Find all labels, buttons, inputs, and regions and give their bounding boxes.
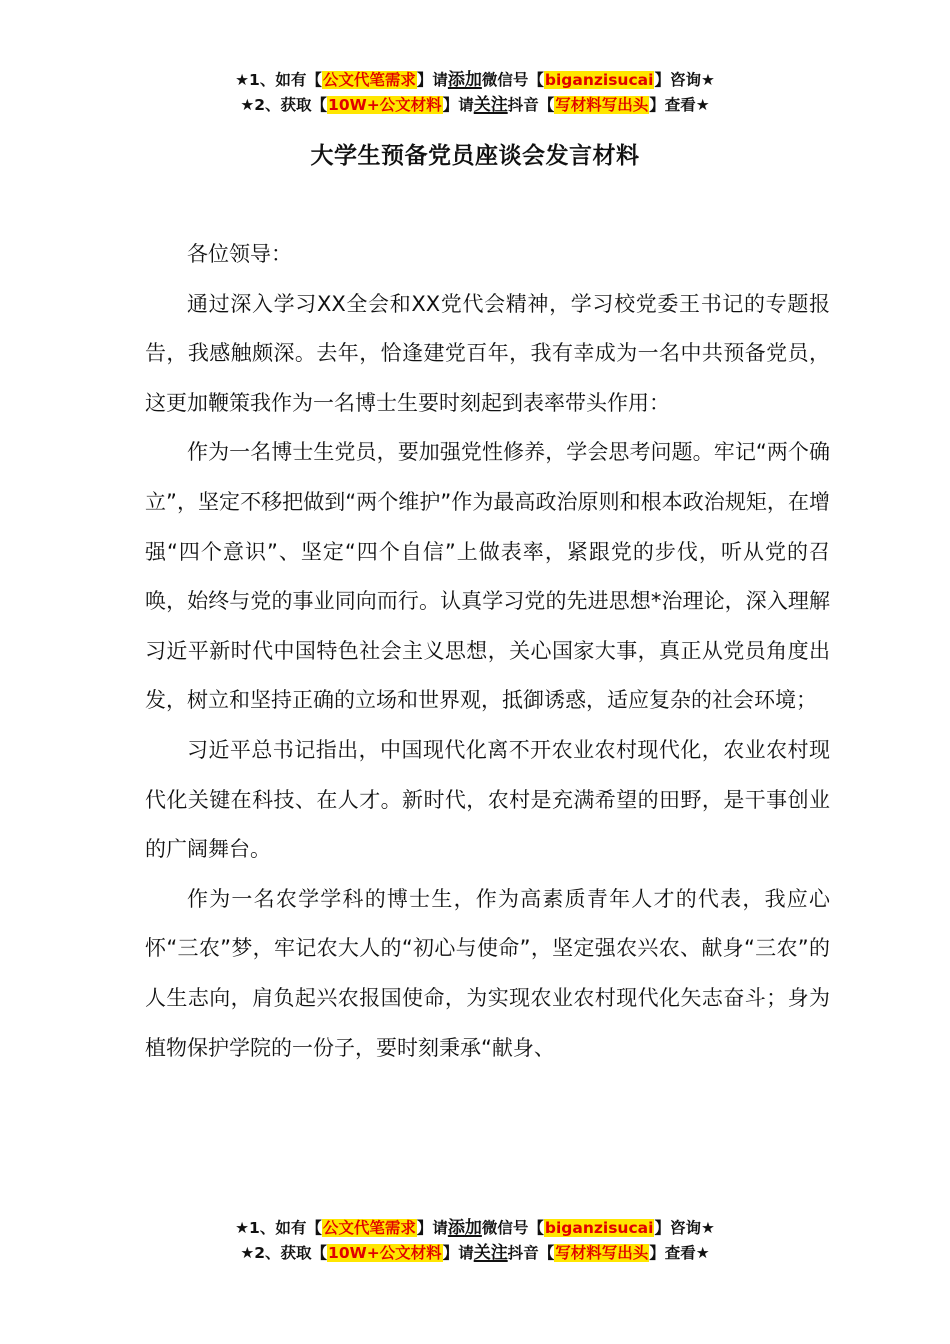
promo-douyin-account: 写材料写出头 [555, 96, 649, 114]
promo-text: ★2、获取【 [240, 1244, 328, 1262]
promo-highlight: 10W+公文材料 [328, 1244, 442, 1262]
promo-text: 】咨询★ [654, 1219, 715, 1237]
body-paragraph: 习近平总书记指出，中国现代化离不开农业农村现代化，农业农村现代化关键在科技、在人才。新时代，农村是充满希望的田野，是干事创业的广阔舞台。 [145, 737, 830, 862]
promo-highlight: 公文代笔需求 [322, 71, 416, 89]
body-paragraph: 作为一名博士生党员，要加强党性修养，学会思考问题。牢记“两个确立”，坚定不移把做到“两个维护”作为最高政治原则和根本政治规矩，在增强“四个意识”、坚定“四个自信”上做表率，紧跟党的步伐，听从党的召唤，始终与党的事业同向而行。认真学习党的先进思想*治理论，深入理解习近平新时代中国特色社会主义思想，关心国家大事，真正从党员角度出发，树立和坚持正确的立场和世界观，抵御诱惑，适应复杂的社会环境； [145, 440, 830, 713]
promo-text: 】请 [442, 96, 474, 114]
promo-douyin-account: 写材料写出头 [555, 1244, 649, 1262]
document-title: 大学生预备党员座谈会发言材料 [310, 143, 640, 169]
promo-line-1 [0, 68, 950, 93]
header-promo-banner [0, 68, 950, 118]
promo-emphasis: 关注 [473, 1243, 508, 1263]
promo-emphasis: 关注 [473, 95, 508, 115]
promo-text: 】请 [416, 71, 448, 89]
promo-text: 】请 [442, 1244, 474, 1262]
promo-highlight: 公文代笔需求 [322, 1219, 416, 1237]
promo-text: ★2、获取【 [240, 96, 328, 114]
promo-text: 微信号【 [481, 71, 544, 89]
promo-text: 抖音【 [507, 1244, 555, 1262]
promo-text: 抖音【 [507, 96, 555, 114]
footer-promo-banner [0, 1216, 950, 1266]
promo-text: ★1、如有【 [235, 1219, 322, 1237]
promo-line-2 [0, 1241, 950, 1266]
salutation: 各位领导： [187, 242, 292, 266]
body-paragraph: 通过深入学习XX全会和XX党代会精神，学习校党委王书记的专题报告，我感触颇深。去年，恰逢建党百年，我有幸成为一名中共预备党员，这更加鞭策我作为一名博士生要时刻起到表率带头作用： [145, 291, 830, 415]
promo-emphasis: 添加 [447, 70, 482, 90]
promo-wechat-id: biganzisucai [544, 1219, 654, 1237]
promo-text: ★1、如有【 [235, 71, 322, 89]
promo-line-2 [0, 93, 950, 118]
document-body [145, 230, 830, 1073]
promo-text: 】查看★ [649, 1244, 710, 1262]
promo-text: 】请 [416, 1219, 448, 1237]
body-paragraph: 作为一名农学学科的博士生，作为高素质青年人才的代表，我应心怀“三农”梦，牢记农大人的“初心与使命”，坚定强农兴农、献身“三农”的人生志向，肩负起兴农报国使命，为实现农业农村现代化矢志奋斗；身为植物保护学院的一份子，要时刻秉承“献身、 [145, 886, 830, 1060]
promo-wechat-id: biganzisucai [544, 71, 654, 89]
promo-line-1 [0, 1216, 950, 1241]
promo-highlight: 10W+公文材料 [328, 96, 442, 114]
promo-text: 】咨询★ [654, 71, 715, 89]
promo-text: 】查看★ [649, 96, 710, 114]
promo-emphasis: 添加 [447, 1218, 482, 1238]
promo-text: 微信号【 [481, 1219, 544, 1237]
